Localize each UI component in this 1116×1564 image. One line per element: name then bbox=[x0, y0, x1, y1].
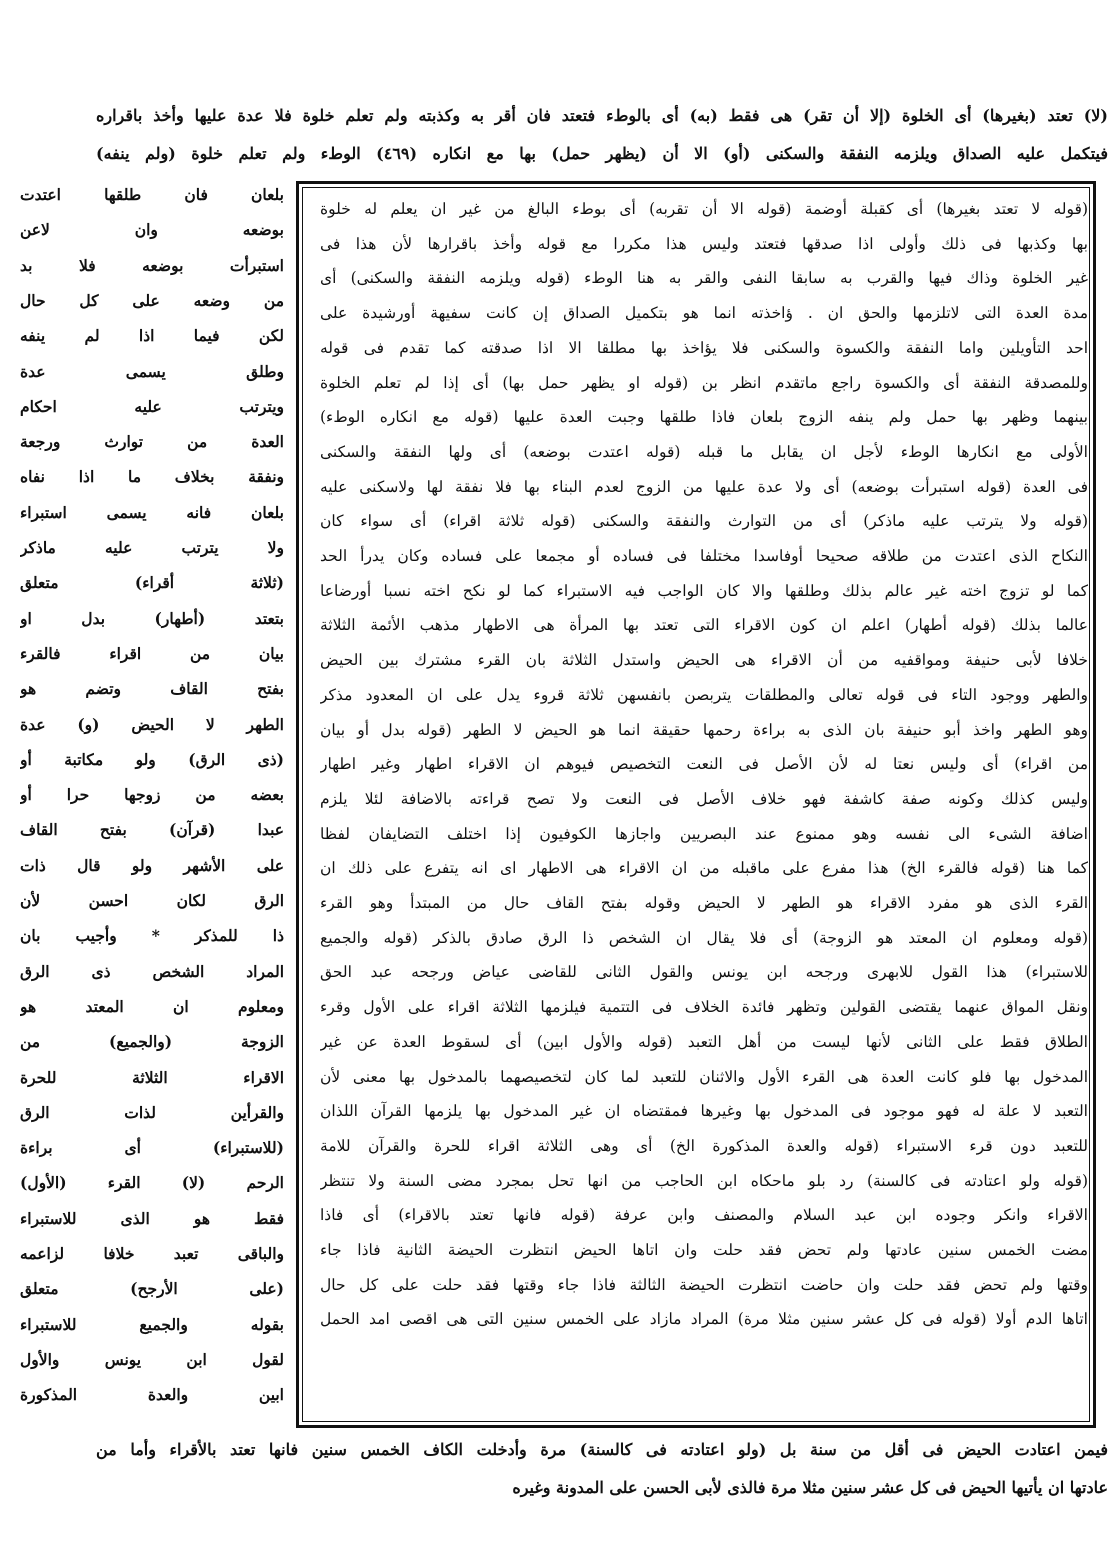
commentary-line: بينهما وظهر بها حمل ولم ينفه الزوج بلعان فاذا طلقها وجبت العدة عليها (قوله مع انكاره الوطء) bbox=[320, 408, 1088, 427]
commentary-line: وللمصدقة النفقة أى والكسوة راجع ماتقدم انظر بن (قوله او يظهر حمل بها) أى إذا لم تعلم الخلوة bbox=[320, 373, 1088, 392]
side-text-line: بلعان فانه يسمى استبراء bbox=[20, 502, 284, 522]
commentary-line: للتعبد دون قرء الاستبراء (قوله والعدة المذكورة الخ) أى وهى الثلاثة اقراء للحرة والقرآن للامة bbox=[320, 1136, 1088, 1155]
commentary-line: الأولى مع انكارها الوطء لأجل ان يقابل ما قبله (قوله اعتدت بوضعه) أى ولها النفقة والسكنى bbox=[320, 442, 1088, 461]
commentary-line: خلافا لأبى حنيفة ومواقفيه من أن الاقراء هى الحيض واستدل الثلاثة بان القرء مشترك بين الحيض bbox=[320, 651, 1088, 670]
commentary-line: وهو الطهر واخذ أبو حنيفة بان الذى به براءة رحمها حقيقة انما هو الحيض لا الطهر (قوله بدل أو بيان bbox=[320, 720, 1088, 739]
commentary-line: (قوله ولا يترتب عليه ماذكر) أى من التوارث والنفقة والسكنى (قوله ثلاثة اقراء) أى سواء كان bbox=[320, 512, 1088, 531]
commentary-line: عالما بذلك (قوله أطهار) اعلم ان كون الاقراء التى تعتد بها المرأة هى الاطهار مذهب الأئمة الثلاثة bbox=[320, 616, 1088, 635]
commentary-line: وليس كذلك وكونه صفة كاشفة فهو خلاف الأصل فى النعت ولا تصح قراءته بالاضافة لئلا يلزم bbox=[320, 789, 1088, 808]
side-text-line: عبدا (قرآن) بفتح القاف bbox=[20, 820, 284, 840]
side-text-line: ولا يترتب عليه ماذكر bbox=[20, 538, 284, 557]
side-text-line: بيان من اقراء فالقرء bbox=[20, 643, 284, 663]
commentary-line: فى العدة (قوله استبرأت بوضعه) أى ولا عدة عليها من الزوج لعدم البناء بها فلا نفقة لها ولاسكنى عليه bbox=[320, 477, 1088, 496]
commentary-line: بها وكذبها فى ذلك وأولى اذا صدقها فتعتد وليس هذا مكررا مع قوله وأخذ باقرارها لأن هذا فى bbox=[320, 234, 1088, 253]
side-text-line: الزوجة (والجميع) من bbox=[20, 1032, 284, 1052]
commentary-line: (قوله ومعلوم ان المعتد هو الزوجة) أى فلا يقال ان الشخص ذا الرق صادق بالذكر (قوله والجميع bbox=[320, 928, 1088, 947]
commentary-line: والطهر ووجود التاء فى قوله تعالى والمطلقات يتربصن بانفسهن ثلاثة قروء يدل على ان المعدود مذكر bbox=[320, 685, 1088, 704]
commentary-line: احد التأويلين واما النفقة والكسوة والسكنى فلا يؤاخذ بها مطلقا الا اذا صدقته كما تقدم فى قوله bbox=[320, 338, 1088, 357]
side-text-line: ومعلوم ان المعتد هو bbox=[20, 996, 284, 1016]
side-text-line: ويترتب عليه احكام bbox=[20, 396, 284, 416]
commentary-line: غير الخلوة وذاك فيها والقرب به سابقا النفى والقر به هنا الوطء (قوله ويلزمه النفقة والسكنى) أى bbox=[320, 269, 1088, 288]
commentary-line: (قوله ولو اعتادته فى كالسنة) رد بلو ماحكاه ابن الحاجب من انها تحل بمجرد مضى السنة ولا تنتظر bbox=[320, 1171, 1088, 1190]
side-text-line: بوضعه وان لاعن bbox=[20, 220, 284, 240]
side-text-line: (ثلاثة أقراء) متعلق bbox=[20, 573, 284, 593]
side-text-line: لقول ابن يونس والأول bbox=[20, 1349, 284, 1369]
side-text-line: الطهر لا الحيض (و) عدة bbox=[20, 714, 284, 734]
commentary-line: مضت الخمس سنين عادتها ولم تحض فقد حلت وان اتاها الحيض انتظرت الحيضة الثانية فاذا جاء bbox=[320, 1241, 1088, 1259]
main-text-line: عادتها ان يأتيها الحيض فى كل عشر سنين مثلا مرة فالذى لأبى الحسن على المدونة وغيره bbox=[512, 1478, 1108, 1497]
side-text-line: العدة من توارث ورجعة bbox=[20, 432, 284, 452]
side-text-line: بتعتد (أطهار) بدل او bbox=[20, 608, 284, 628]
side-text-line: الاقراء الثلاثة للحرة bbox=[20, 1067, 284, 1087]
commentary-line: (قوله لا تعتد بغيرها) أى كقبلة أوضمة (قوله الا أن تقربه) أى بوطء البالغ من غير ان يعلم له خلوة bbox=[320, 200, 1088, 218]
commentary-line: كما هنا (قوله فالقرء الخ) هذا مفرع على ماقبله من ان الاقراء هى الاطهار اى انه يتفرع على ذلك ان bbox=[320, 859, 1088, 878]
commentary-line: وقتها ولم تحض فقد حلت وان حاضت انتظرت الحيضة الثالثة فاذا جاء وقتها فقد حلت على كل حال bbox=[320, 1275, 1088, 1294]
side-text-line: فقط هو الذى للاستبراء bbox=[20, 1208, 284, 1228]
main-text-line: فيمن اعتادت الحيض فى أقل من سنة بل (ولو اعتادته فى كالسنة) مرة وأدخلت الكاف الخمس سنين فانها تعتد بالأقراء وأما من bbox=[96, 1440, 1108, 1459]
side-text-line: (للاستبراء) أى براءة bbox=[20, 1138, 284, 1158]
side-text-line: وطلق يسمى عدة bbox=[20, 361, 284, 381]
side-text-line: من وضعه على كل حال bbox=[20, 290, 284, 310]
side-text-line: على الأشهر ولو قال ذات bbox=[20, 855, 284, 875]
side-text-line: (على الأرجح) متعلق bbox=[20, 1279, 284, 1299]
commentary-line: المدخول بها فلو كانت العدة هى القرء الأول والاثنان للتعبد لما كان لتخصيصهما بالمدخول بها معنى لأن bbox=[320, 1067, 1088, 1086]
commentary-line: ونقل المواق عنهما يقتضى القولين وتظهر فائدة الخلاف فى التتمية فيلزمها الثلاثة اقراء على الأول وقرء bbox=[320, 998, 1088, 1017]
main-text-line: (لا) تعتد (بغيرها) أى الخلوة (إلا أن تقر) هى فقط (به) أى بالوطء فتعتد فان أقر به وكذبته ولم تعلم خلوة فلا عدة عليها وأخذ باقراره bbox=[96, 106, 1108, 125]
commentary-line: اضافة الشىء الى نفسه وهو ممنوع عند البصريين واجازها الكوفيون إذا اختلف التضايفان لفظا bbox=[320, 824, 1088, 843]
commentary-line: من اقراء) أى وليس نعتا له لأن الأصل فى النعت التخصيص فيوهم ان الاقراء اطهار وغير اطهار bbox=[320, 755, 1088, 774]
side-text-line: (ذى الرق) ولو مكاتبة أو bbox=[20, 749, 284, 769]
commentary-line: الاقراء وانكر وجوده ابن عبد السلام والمصنف وابن عرفة (قوله فانها تعتد بالاقراء) أى فاذا bbox=[320, 1206, 1088, 1225]
side-text-line: والباقى تعبد خلافا لزاعمه bbox=[20, 1244, 284, 1263]
side-text-line: لكن فيما اذا لم ينفه bbox=[20, 326, 284, 346]
commentary-line: كما لو تزوج اخته غير عالم بذلك وطلقها والا كان الواجب فيه الاستبراء كما لو نكح اخته نسبا أورضاعا bbox=[320, 581, 1088, 600]
commentary-line: اتاها الدم أولا (قوله فى كل عشر سنين مثلا مرة) المراد مازاد على الخمس سنين التى هى اقصى امد الحمل bbox=[320, 1310, 1088, 1329]
side-text-line: استبرأت بوضعه فلا بد bbox=[20, 255, 284, 275]
commentary-line: النكاح الذى اعتدت من طلاقه صحيحا أوفاسدا مختلفا فى فساده أو مجمعا على فساده وكان يدرأ الحد bbox=[320, 547, 1088, 565]
side-text-line: بعضه من زوجها حرا أو bbox=[20, 785, 284, 805]
side-text-line: ونفقة بخلاف ما اذا نفاه bbox=[20, 467, 284, 487]
side-text-line: بقوله والجميع للاستبراء bbox=[20, 1314, 284, 1334]
commentary-line: التعبد لا علة له فهو موجود فى المدخول بها وغيرها فمقتضاه ان غير المدخول بها يلزمها القرآن اللذان bbox=[320, 1102, 1088, 1121]
side-text-line: بلعان فان طلقها اعتدت bbox=[20, 185, 284, 204]
side-text-line: المراد الشخص ذى الرق bbox=[20, 961, 284, 981]
commentary-line: للاستبراء) هذا القول للابهرى ورجحه ابن يونس والقول الثانى للقاضى عياض ورجحه عبد الحق bbox=[320, 963, 1088, 982]
commentary-line: الطلاق فقط على الثانى لأنها ليست من أهل التعبد (قوله والأول ابين) أى لسقوط العدة عن غير bbox=[320, 1032, 1088, 1051]
side-text-line: ذا للمذكر * وأجيب بان bbox=[20, 926, 284, 946]
commentary-line: القرء الذى هو مفرد الاقراء هو الطهر لا الحيض وقوله بفتح القاف حال من المبتدأ وهو القرء bbox=[320, 894, 1088, 912]
side-text-line: والقرأين لذات الرق bbox=[20, 1102, 284, 1122]
commentary-line: مدة العدة التى لاتلزمها والحق ان . ؤاخذته انما هو بتكميل الصداق إن كانت سفيهة أورشيدة على bbox=[320, 304, 1088, 323]
side-text-line: الرق لكان احسن لأن bbox=[20, 891, 284, 910]
side-text-line: الرحم (لا) القرء (الأول) bbox=[20, 1173, 284, 1193]
side-text-line: بفتح القاف وتضم هو bbox=[20, 679, 284, 699]
main-text-line: فيتكمل عليه الصداق ويلزمه النفقة والسكنى (أو) الا أن (يظهر حمل) بها مع انكاره (٤٦٩) الوطء ولم تعلم خلوة (ولم ينفه) bbox=[96, 144, 1108, 163]
side-text-line: ابين والعدة المذكورة bbox=[20, 1385, 284, 1405]
